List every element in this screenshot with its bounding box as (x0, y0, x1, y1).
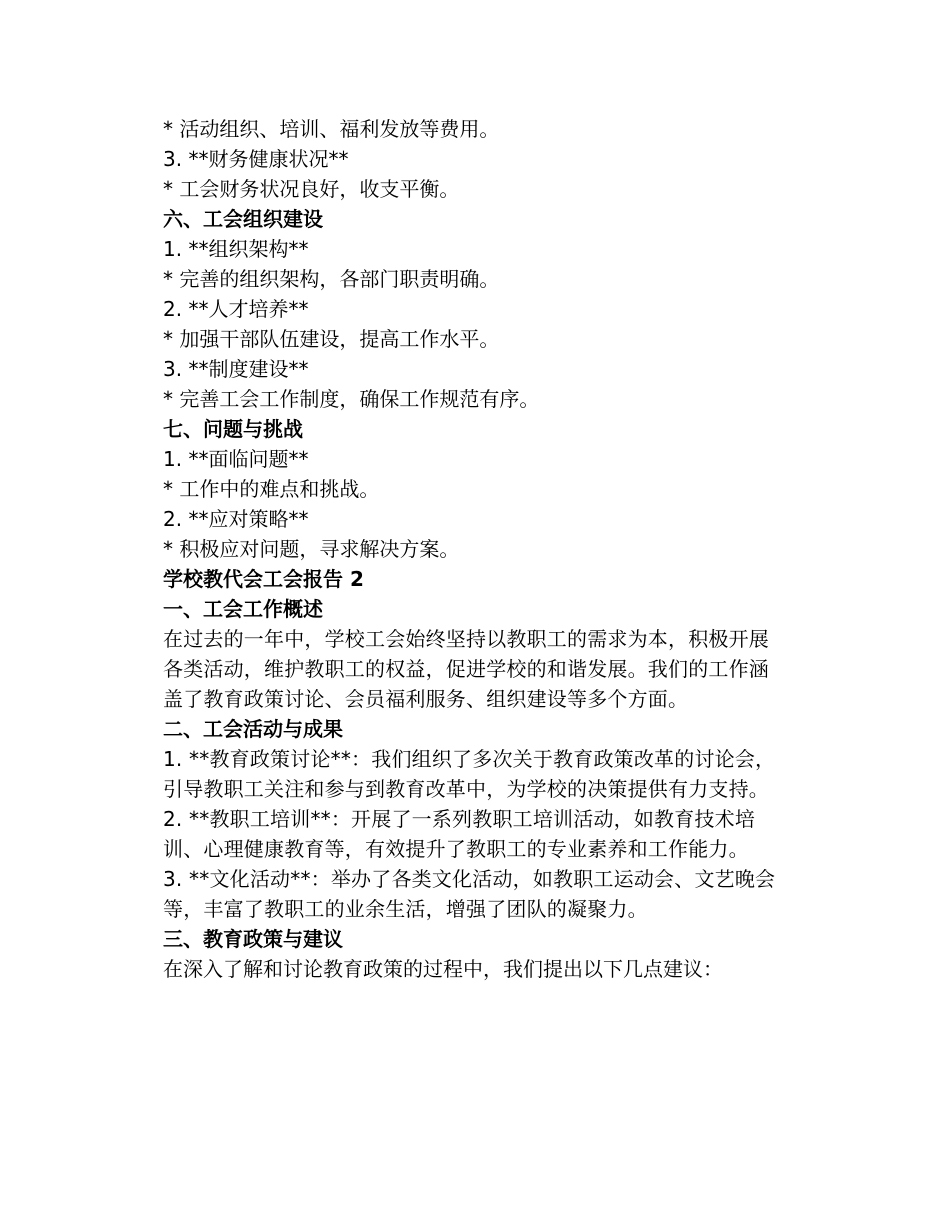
text-line: * 工会财务状况良好，收支平衡。 (163, 177, 460, 201)
overview-paragraph: 在过去的一年中，学校工会始终坚持以教职工的需求为本，积极开展各类活动，维护教职工的权益，促进学校的和谐发展。我们的工作涵盖了教育政策讨论、会员福利服务、组织建设等多个方面。 (163, 627, 769, 711)
section-heading: 二、工会活动与成果 (163, 717, 343, 741)
text-line: * 工作中的难点和挑战。 (163, 477, 380, 501)
document-body (163, 114, 783, 984)
text-line: * 加强干部队伍建设，提高工作水平。 (163, 327, 500, 351)
text-line: 2. **应对策略** (163, 507, 309, 531)
list-item-cultural-activities: 3. **文化活动**：举办了各类文化活动，如教职工运动会、文艺晚会等，丰富了教职工的业余生活，增强了团队的凝聚力。 (163, 867, 776, 921)
text-line: 3. **财务健康状况** (163, 147, 349, 171)
list-item-staff-training: 2. **教职工培训**：开展了一系列教职工培训活动，如教育技术培训、心理健康教育等，有效提升了教职工的专业素养和工作能力。 (163, 807, 756, 861)
text-line: 1. **面临问题** (163, 447, 309, 471)
text-line: 2. **人才培养** (163, 297, 309, 321)
section-heading: 七、问题与挑战 (163, 417, 303, 441)
list-item-policy-discussion: 1. **教育政策讨论**：我们组织了多次关于教育政策改革的讨论会，引导教职工关注和参与到教育改革中，为学校的决策提供有力支持。 (163, 747, 776, 801)
text-line: 在深入了解和讨论教育政策的过程中，我们提出以下几点建议： (163, 957, 723, 981)
report-title: 学校教代会工会报告 2 (163, 567, 364, 591)
text-line: * 完善的组织架构，各部门职责明确。 (163, 267, 500, 291)
section-heading: 三、教育政策与建议 (163, 927, 343, 951)
section-heading: 六、工会组织建设 (163, 207, 323, 231)
section-heading: 一、工会工作概述 (163, 597, 323, 621)
text-line: * 积极应对问题，寻求解决方案。 (163, 537, 460, 561)
text-line: * 完善工会工作制度，确保工作规范有序。 (163, 387, 540, 411)
text-line: * 活动组织、培训、福利发放等费用。 (163, 117, 500, 141)
text-line: 3. **制度建设** (163, 357, 309, 381)
text-line: 1. **组织架构** (163, 237, 309, 261)
